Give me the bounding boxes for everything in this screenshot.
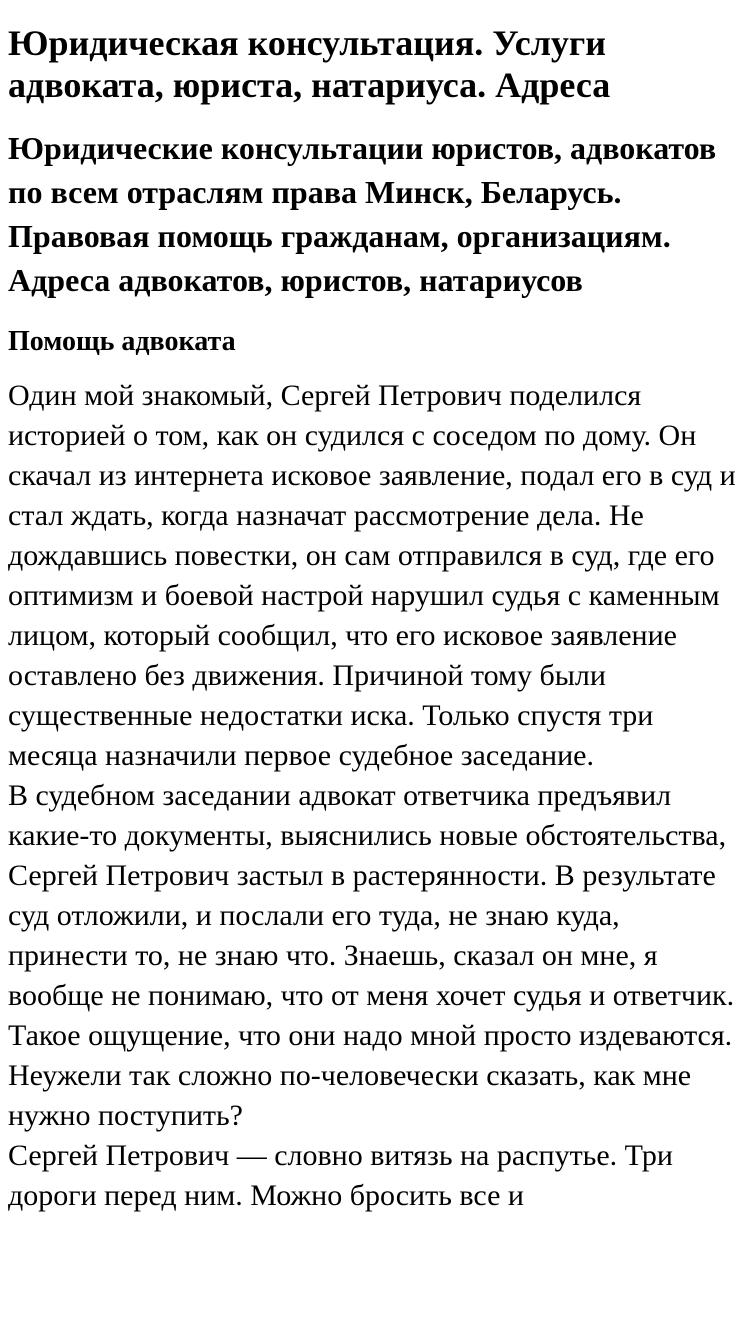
page-subtitle: Юридические консультации юристов, адвокатов по всем отраслям права Минск, Беларусь. Правовая помощь гражданам, организациям. Адреса адвокатов, юристов, натариусов [8, 130, 717, 298]
section-heading: Помощь адвоката [8, 326, 236, 357]
article-page [0, 22, 750, 1216]
paragraph-1: Один мой знакомый, Сергей Петрович поделился историей о том, как он судился с соседом по дому. Он скачал из интернета исковое заявление, подал его в суд и стал ждать, когда назначат рассмотрение дела. Не дождавшись повестки, он сам отправился в суд, где его оптимизм и боевой настрой нарушил судья с каменным лицом, который сообщил, что его исковое заявление оставлено без движения. Причиной тому были существенные недостатки иска. Только спустя три месяца назначили первое судебное заседание. [8, 379, 736, 772]
paragraph-2: В судебном заседании адвокат ответчика предъявил какие-то документы, выяснились новые обстоятельства, Сергей Петрович застыл в растерянности. В результате суд отложили, и послали его туда, не знаю куда, принести то, не знаю что. Знаешь, сказал он мне, я вообще не понимаю, что от меня хочет судья и ответчик. Такое ощущение, что они надо мной просто издеваются. Неужели так сложно по-человечески сказать, как мне нужно поступить? [8, 779, 735, 1132]
page-title: Юридическая консультация. Услуги адвоката, юриста, натариуса. Адреса [8, 23, 611, 105]
article-body [8, 376, 742, 1216]
paragraph-3: Сергей Петрович — словно витязь на распутье. Три дороги перед ним. Можно бросить все и [8, 1139, 673, 1212]
